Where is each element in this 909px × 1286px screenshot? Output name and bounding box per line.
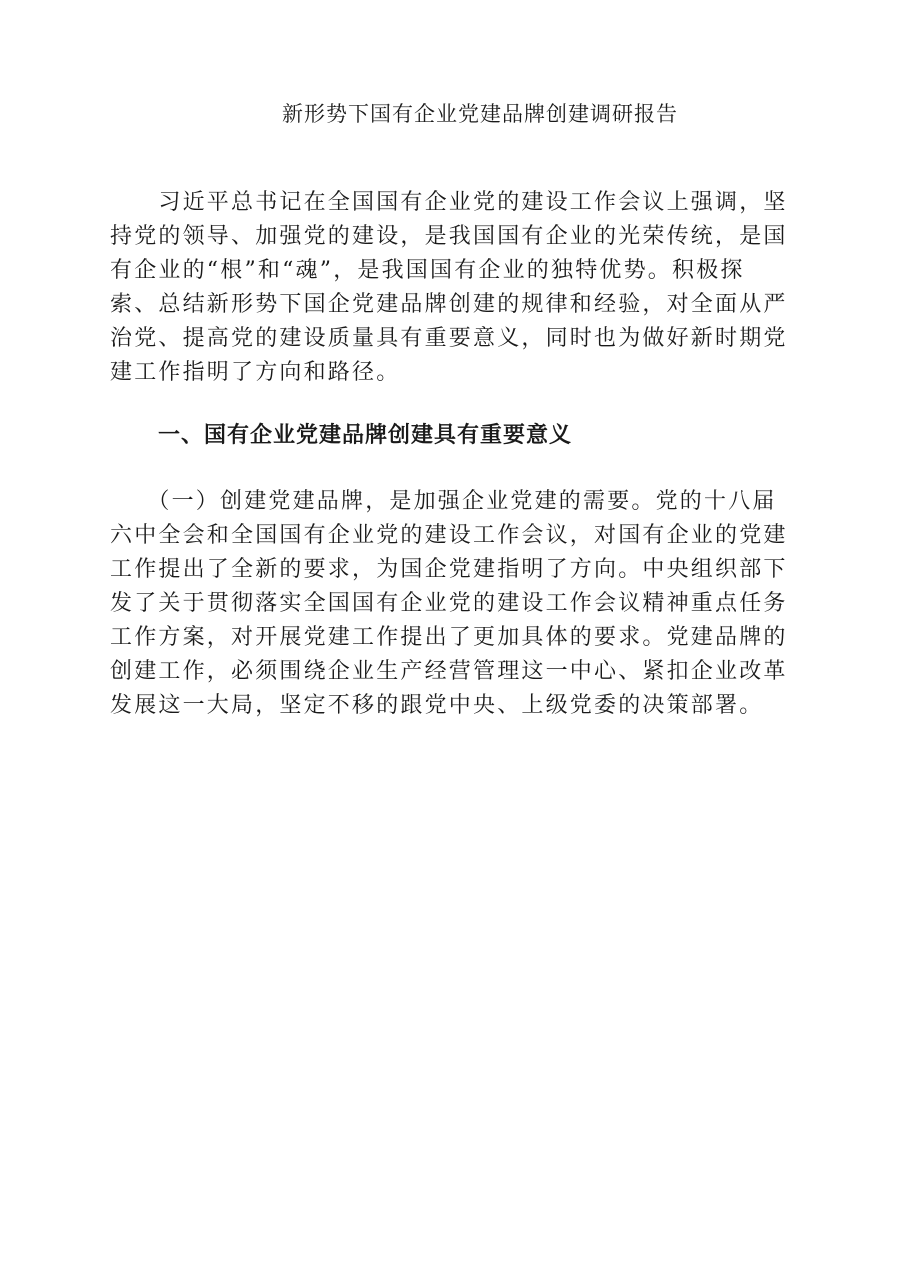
paragraph-line: 有企业的“根”和“魂”，是我国国有企业的独特优势。积极探 — [110, 258, 745, 283]
subsection-paragraph — [110, 485, 800, 723]
paragraph-line: 索、总结新形势下国企党建品牌创建的规律和经验，对全面从严 — [110, 292, 788, 317]
intro-paragraph — [110, 186, 800, 390]
paragraph-line: 习近平总书记在全国国有企业党的建设工作会议上强调，坚 — [110, 190, 788, 215]
paragraph-line: 工作提出了全新的要求，为国企党建指明了方向。中央组织部下 — [110, 557, 788, 582]
paragraph-line: 发了关于贯彻落实全国国有企业党的建设工作会议精神重点任务 — [110, 591, 788, 616]
paragraph-line: 发展这一大局，坚定不移的跟党中央、上级党委的决策部署。 — [110, 693, 764, 718]
paragraph-line: 六中全会和全国国有企业党的建设工作会议，对国有企业的党建 — [110, 523, 788, 548]
section-heading: 一、国有企业党建品牌创建具有重要意义 — [158, 423, 573, 448]
paragraph-line: （一）创建党建品牌，是加强企业党建的需要。党的十八届 — [110, 489, 777, 514]
paragraph-line: 治党、提高党的建设质量具有重要意义，同时也为做好新时期党 — [110, 326, 788, 351]
paragraph-line: 持党的领导、加强党的建设，是我国国有企业的光荣传统，是国 — [110, 224, 788, 249]
paragraph-line: 建工作指明了方向和路径。 — [110, 360, 401, 385]
paragraph-line: 创建工作，必须围绕企业生产经营管理这一中心、紧扣企业改革 — [110, 659, 788, 684]
document-title: 新形势下国有企业党建品牌创建调研报告 — [282, 102, 678, 126]
paragraph-line: 工作方案，对开展党建工作提出了更加具体的要求。党建品牌的 — [110, 625, 788, 650]
